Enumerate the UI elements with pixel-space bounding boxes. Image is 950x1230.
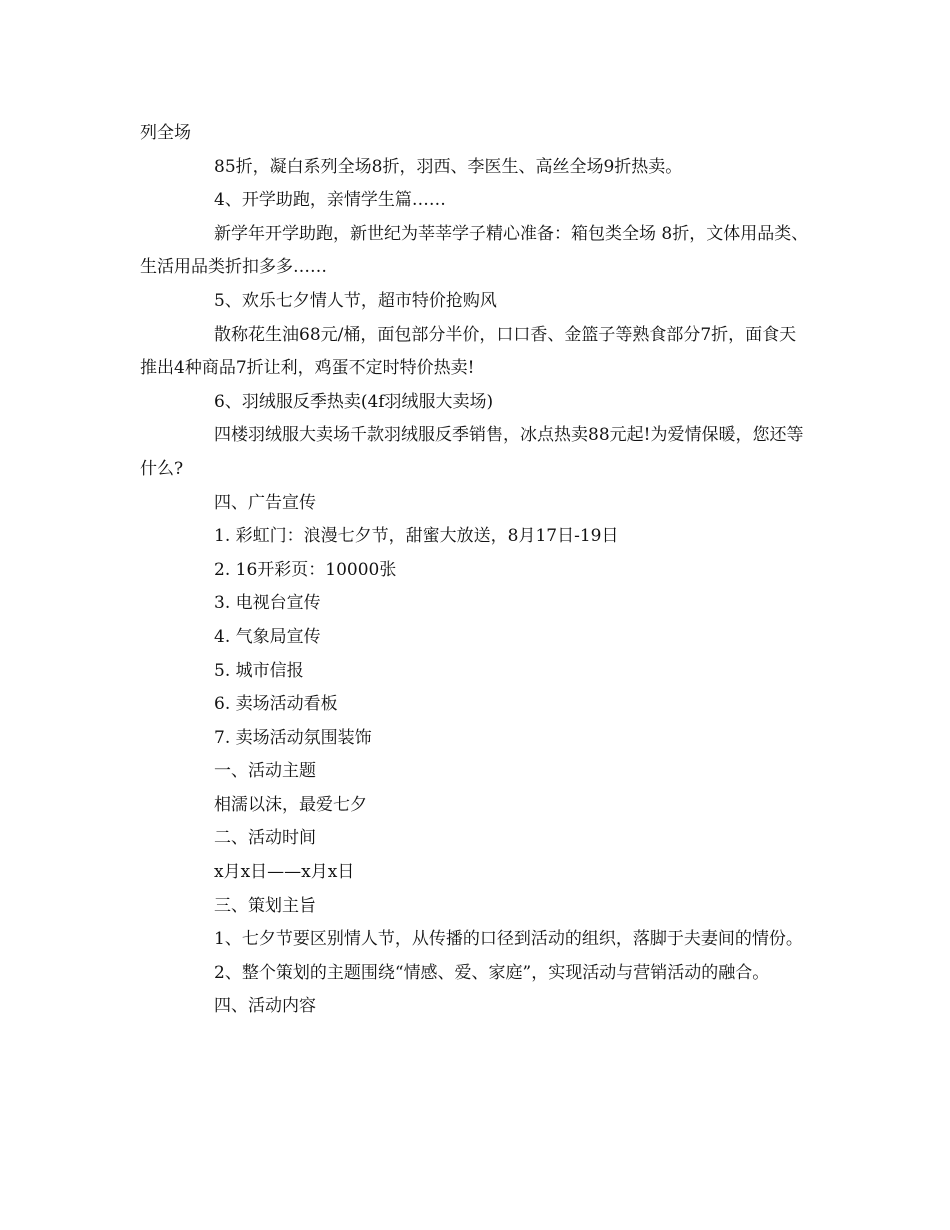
paragraph: x月x日——x月x日 — [214, 862, 355, 883]
list-item: 4. 气象局宣传 — [214, 626, 321, 647]
section-heading: 二、活动时间 — [214, 828, 316, 849]
section-heading: 三、策划主旨 — [214, 895, 316, 916]
list-item: 7. 卖场活动氛围装饰 — [214, 727, 372, 748]
list-item: 1. 彩虹门：浪漫七夕节，甜蜜大放送，8月17日-19日 — [214, 526, 619, 547]
section-heading: 四、活动内容 — [214, 996, 316, 1017]
section-item-heading: 6、羽绒服反季热卖(4f羽绒服大卖场) — [214, 391, 494, 412]
paragraph: 散称花生油68元/桶，面包部分半价，口口香、金篮子等熟食部分7折，面食天推出4种商品7折让利，鸡蛋不定时特价热卖! — [140, 324, 797, 379]
list-item: 2. 16开彩页：10000张 — [214, 559, 397, 580]
list-item: 3. 电视台宣传 — [214, 593, 321, 614]
paragraph: 四楼羽绒服大卖场千款羽绒服反季销售，冰点热卖88元起!为爱情保暖，您还等什么? — [140, 425, 804, 479]
list-item: 5. 城市信报 — [214, 660, 304, 681]
paragraph: 新学年开学助跑，新世纪为莘莘学子精心准备：箱包类全场 8折，文体用品类、生活用品类折扣多多…… — [140, 223, 809, 278]
section-item-heading: 5、欢乐七夕情人节，超市特价抢购风 — [214, 290, 497, 311]
paragraph: 列全场 — [140, 123, 191, 143]
section-heading: 四、广告宣传 — [214, 492, 316, 513]
paragraph: 2、整个策划的主题围绕“情感、爱、家庭”，实现活动与营销活动的融合。 — [214, 962, 770, 983]
paragraph: 相濡以沫，最爱七夕 — [214, 794, 367, 815]
section-heading: 一、活动主题 — [214, 761, 316, 782]
list-item: 6. 卖场活动看板 — [214, 694, 338, 715]
paragraph: 85折，凝白系列全场8折，羽西、李医生、高丝全场9折热卖。 — [214, 156, 683, 177]
paragraph: 1、七夕节要区别情人节，从传播的口径到活动的组织，落脚于夫妻间的情份。 — [214, 929, 803, 950]
document-body — [140, 117, 812, 1024]
section-item-heading: 4、开学助跑，亲情学生篇…… — [214, 190, 446, 211]
